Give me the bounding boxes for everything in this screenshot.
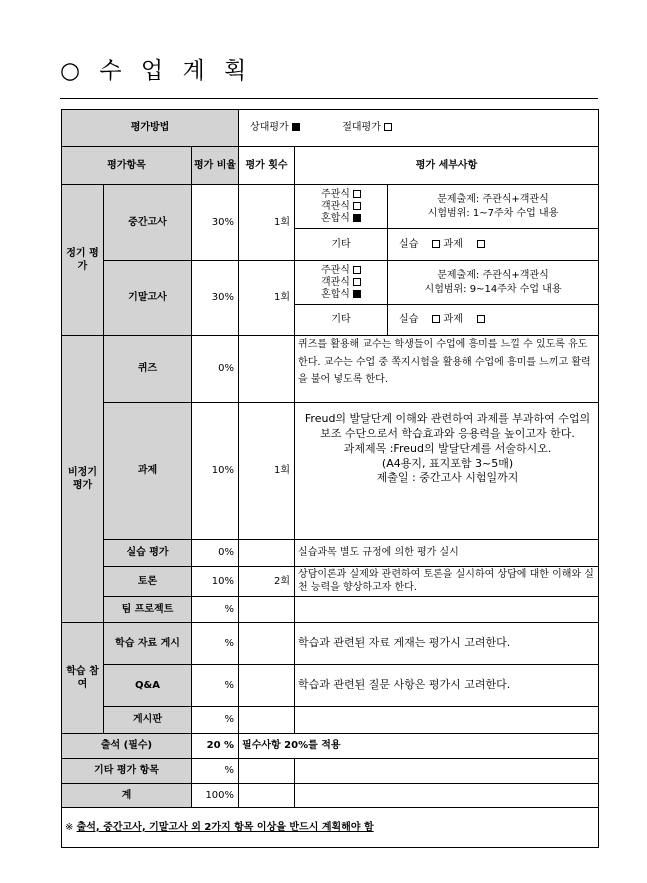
board-name: 게시판 [104, 707, 192, 734]
question-type-options [295, 261, 388, 305]
team-count [239, 597, 295, 623]
evaluation-plan-table [61, 109, 599, 848]
other-items-count [239, 759, 295, 784]
option-checkbox[interactable] [353, 190, 361, 198]
materials-name: 학습 자료 게시 [104, 623, 192, 665]
exam-detail-line: 문제출제: 주관식+객관식 [437, 270, 549, 281]
option-checkbox[interactable] [353, 278, 361, 286]
option-checkbox[interactable] [353, 290, 361, 298]
practice-text: 실습과목 별도 규정에 의한 평가 실시 [295, 540, 599, 567]
exam-name: 기말고사 [104, 261, 192, 336]
quiz-text: 퀴즈를 활용해 교수는 학생들이 수업에 흥미를 느낄 수 있도록 유도 한다. 교수는 수업 중 쪽지시험을 활용해 수업에 흥미를 느끼고 활력을 불어 넣도록 한다. [295, 336, 599, 403]
practice-count [239, 540, 295, 567]
option-label: 주관식 [320, 264, 350, 276]
other-options [388, 305, 599, 336]
option-label: 실습 [399, 314, 419, 326]
option-label: 객관식 [320, 276, 350, 288]
board-count [239, 707, 295, 734]
option-checkbox[interactable] [353, 214, 361, 222]
materials-count [239, 623, 295, 665]
assignment-line: Freud의 발달단계 이해와 관련하여 과제를 부과하여 수업의 보조 수단으로서 학습효과와 응용력을 높이고자 한다. [304, 412, 591, 440]
page-title: ○ 수 업 계 획 [60, 58, 253, 84]
practice-ratio: 0% [192, 540, 239, 567]
option-label: 객관식 [320, 200, 350, 212]
irregular-eval-label: 비정기 평가 [62, 336, 104, 623]
total-count [239, 784, 295, 808]
debate-count: 2회 [239, 567, 295, 597]
footnote [62, 808, 599, 848]
method-options [239, 110, 599, 147]
option-label: 과제 [443, 238, 463, 250]
total-ratio: 100% [192, 784, 239, 808]
qa-count [239, 665, 295, 707]
option-checkbox[interactable] [353, 266, 361, 274]
option-label: 혼합식 [320, 212, 350, 224]
option-label: 혼합식 [320, 288, 350, 300]
quiz-name: 퀴즈 [104, 336, 192, 403]
exam-detail-line: 문제출제: 주관식+객관식 [437, 194, 549, 205]
exam-details [388, 261, 599, 305]
option-checkbox[interactable] [432, 240, 440, 248]
details-header: 평가 세부사항 [295, 147, 599, 185]
exam-ratio: 30% [192, 261, 239, 336]
quiz-ratio: 0% [192, 336, 239, 403]
exam-ratio: 30% [192, 185, 239, 261]
attendance-label: 출석 (필수) [62, 734, 192, 759]
option-label: 과제 [443, 314, 463, 326]
total-text [295, 784, 599, 808]
attendance-text: 필수사항 20%를 적용 [239, 734, 599, 759]
other-items-ratio: % [192, 759, 239, 784]
regular-eval-label: 정기 평가 [62, 185, 104, 336]
note-mark: ※ [65, 821, 74, 833]
option-label: 주관식 [320, 188, 350, 200]
assignment-count: 1회 [239, 403, 295, 540]
qa-ratio: % [192, 665, 239, 707]
other-label: 기타 [295, 229, 388, 261]
assignment-line: 제출일 : 중간고사 시험일까지 [376, 471, 519, 485]
materials-text: 학습과 관련된 자료 게재는 평가시 고려한다. [295, 623, 599, 665]
option-checkbox[interactable] [477, 240, 485, 248]
assignment-ratio: 10% [192, 403, 239, 540]
total-label: 계 [62, 784, 192, 808]
qa-name: Q&A [104, 665, 192, 707]
materials-ratio: % [192, 623, 239, 665]
team-name: 팀 프로젝트 [104, 597, 192, 623]
note-text: 출석, 중간고사, 기말고사 외 2가지 항목 이상을 반드시 계획해야 함 [76, 821, 374, 833]
question-type-options [295, 185, 388, 229]
assignment-line: 과제제목 :Freud의 발달단계를 서술하시오. [343, 441, 552, 455]
ratio-header: 평가 비율 [192, 147, 239, 185]
exam-count: 1회 [239, 261, 295, 336]
board-ratio: % [192, 707, 239, 734]
absolute-checkbox[interactable] [384, 123, 392, 131]
relative-label: 상대평가 [250, 122, 289, 134]
attendance-ratio: 20 % [192, 734, 239, 759]
team-ratio: % [192, 597, 239, 623]
count-header: 평가 횟수 [239, 147, 295, 185]
debate-name: 토론 [104, 567, 192, 597]
method-label: 평가방법 [62, 110, 239, 147]
assignment-name: 과제 [104, 403, 192, 540]
option-checkbox[interactable] [353, 202, 361, 210]
absolute-label: 절대평가 [342, 122, 381, 134]
participation-label: 학습 참여 [62, 623, 104, 734]
exam-count: 1회 [239, 185, 295, 261]
assignment-text [295, 403, 599, 540]
other-items-label: 기타 평가 항목 [62, 759, 192, 784]
other-items-text [295, 759, 599, 784]
option-checkbox[interactable] [432, 315, 440, 323]
exam-detail-line: 시험범위: 9~14주차 수업 내용 [424, 283, 562, 295]
exam-name: 중간고사 [104, 185, 192, 261]
quiz-count [239, 336, 295, 403]
title-divider [60, 98, 598, 99]
debate-text: 상담이론과 실제와 관련하여 토론을 실시하여 상담에 대한 이해와 실천 능력을 향상하고자 한다. [295, 567, 599, 597]
team-text [295, 597, 599, 623]
exam-details [388, 185, 599, 229]
practice-name: 실습 평가 [104, 540, 192, 567]
assignment-line: (A4용지, 표지포함 3~5매) [381, 456, 514, 470]
option-checkbox[interactable] [477, 315, 485, 323]
debate-ratio: 10% [192, 567, 239, 597]
option-label: 실습 [399, 238, 419, 250]
other-label: 기타 [295, 305, 388, 336]
other-options [388, 229, 599, 261]
relative-checkbox[interactable] [292, 123, 300, 131]
items-header: 평가항목 [62, 147, 192, 185]
board-text [295, 707, 599, 734]
qa-text: 학습과 관련된 질문 사항은 평가시 고려한다. [295, 665, 599, 707]
exam-detail-line: 시험범위: 1~7주차 수업 내용 [427, 207, 559, 219]
